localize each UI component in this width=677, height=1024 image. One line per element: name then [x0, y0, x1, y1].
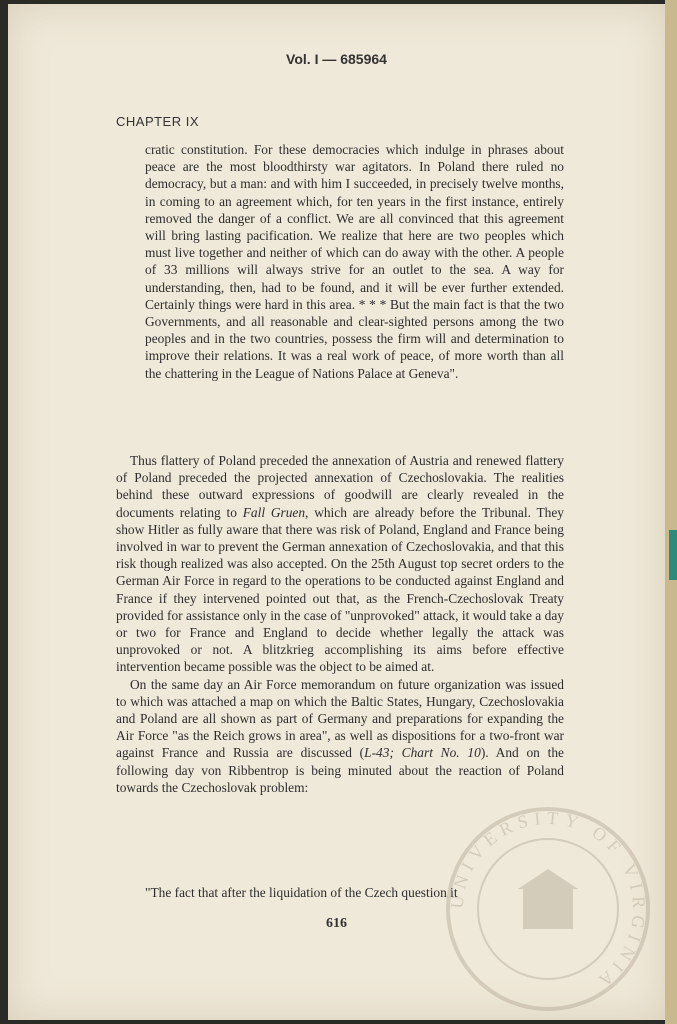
- chapter-heading: CHAPTER IX: [116, 114, 200, 129]
- body-text: [116, 452, 564, 796]
- paragraph-1: [116, 452, 564, 676]
- index-tab: [669, 530, 677, 580]
- university-seal-watermark: [443, 804, 653, 1014]
- paragraph-2-italic: L-43; Chart No. 10: [364, 745, 481, 761]
- running-header: Vol. I — 685964: [286, 51, 387, 67]
- paragraph-2-part-a: On the same day an Air Force memorandum on future organization was issued to which was attached a map on which the Baltic States, Hungary, Czechoslovakia and Poland are all shown as part of Germany and preparations for expanding the Air Force "as the Reich grows in area", as well as dispositions for a two-front war against France and Russia are discussed (: [116, 676, 564, 761]
- page-edge: [665, 0, 677, 1024]
- paragraph-2: [116, 676, 564, 796]
- paragraph-1-part-a: Thus flattery of Poland preceded the annexation of Austria and renewed flattery of Poland preceded the projected annexation of Czechoslovakia. The realities behind these outward expressions of goodwill are clearly revealed in the documents relating to: [116, 453, 564, 520]
- paragraph-1-italic: Fall Gruen: [242, 504, 306, 520]
- paragraph-2-part-b: ). And on the following day von Ribbentrop is being minuted about the reaction of Poland towards the Czechoslovak problem:: [116, 745, 564, 795]
- seal-text: UNIVERSITY OF VIRGINIA: [446, 807, 650, 995]
- document-page: [8, 4, 665, 1020]
- block-quote: [145, 141, 564, 382]
- page-number: 616: [326, 916, 347, 931]
- quote-text: cratic constitution. For these democracies which indulge in phrases about peace are the most bloodthirsty war agitators. In Poland there ruled no democracy, but a man: and with him I succeeded, in precisely twelve months, in coming to an agreement which, for ten years in the first instance, entirely removed the danger of a conflict. We are all convinced that this agreement will bring lasting pacification. We realize that here are two peoples which must live together and neither of which can do away with the other. A people of 33 millions will always strive for an outlet to the sea. A way for understanding, then, had to be found, and it will be ever further extended. Certainly things were hard in this area. * * * But the main fact is that the two Governments, and all reasonable and clear-sighted persons among the two peoples and in the two countries, possess the firm will and determination to improve their relations. It was a real work of peace, of more worth than all the chattering in the League of Nations Palace at Geneva".: [145, 142, 564, 381]
- paragraph-1-part-b: , which are already before the Tribunal. They show Hitler as fully aware that there was risk of Poland, England and France being involved in war to prevent the German annexation of Czechoslovakia, and that this risk though realized was also accepted. On the 25th August top secret orders to the German Air Force in regard to the operations to be conducted against England and France if they intervened pointed out that, as the French-Czechoslovak Treaty provided for assistance only in the case of "unprovoked" attack, it would take a day or two for France and England to decide whether legally the attack was unprovoked or not. A blitzkrieg accomplishing its aims before effective intervention became possible was the object to be aimed at.: [116, 504, 564, 675]
- closing-quote: "The fact that after the liquidation of the Czech question it: [145, 885, 458, 900]
